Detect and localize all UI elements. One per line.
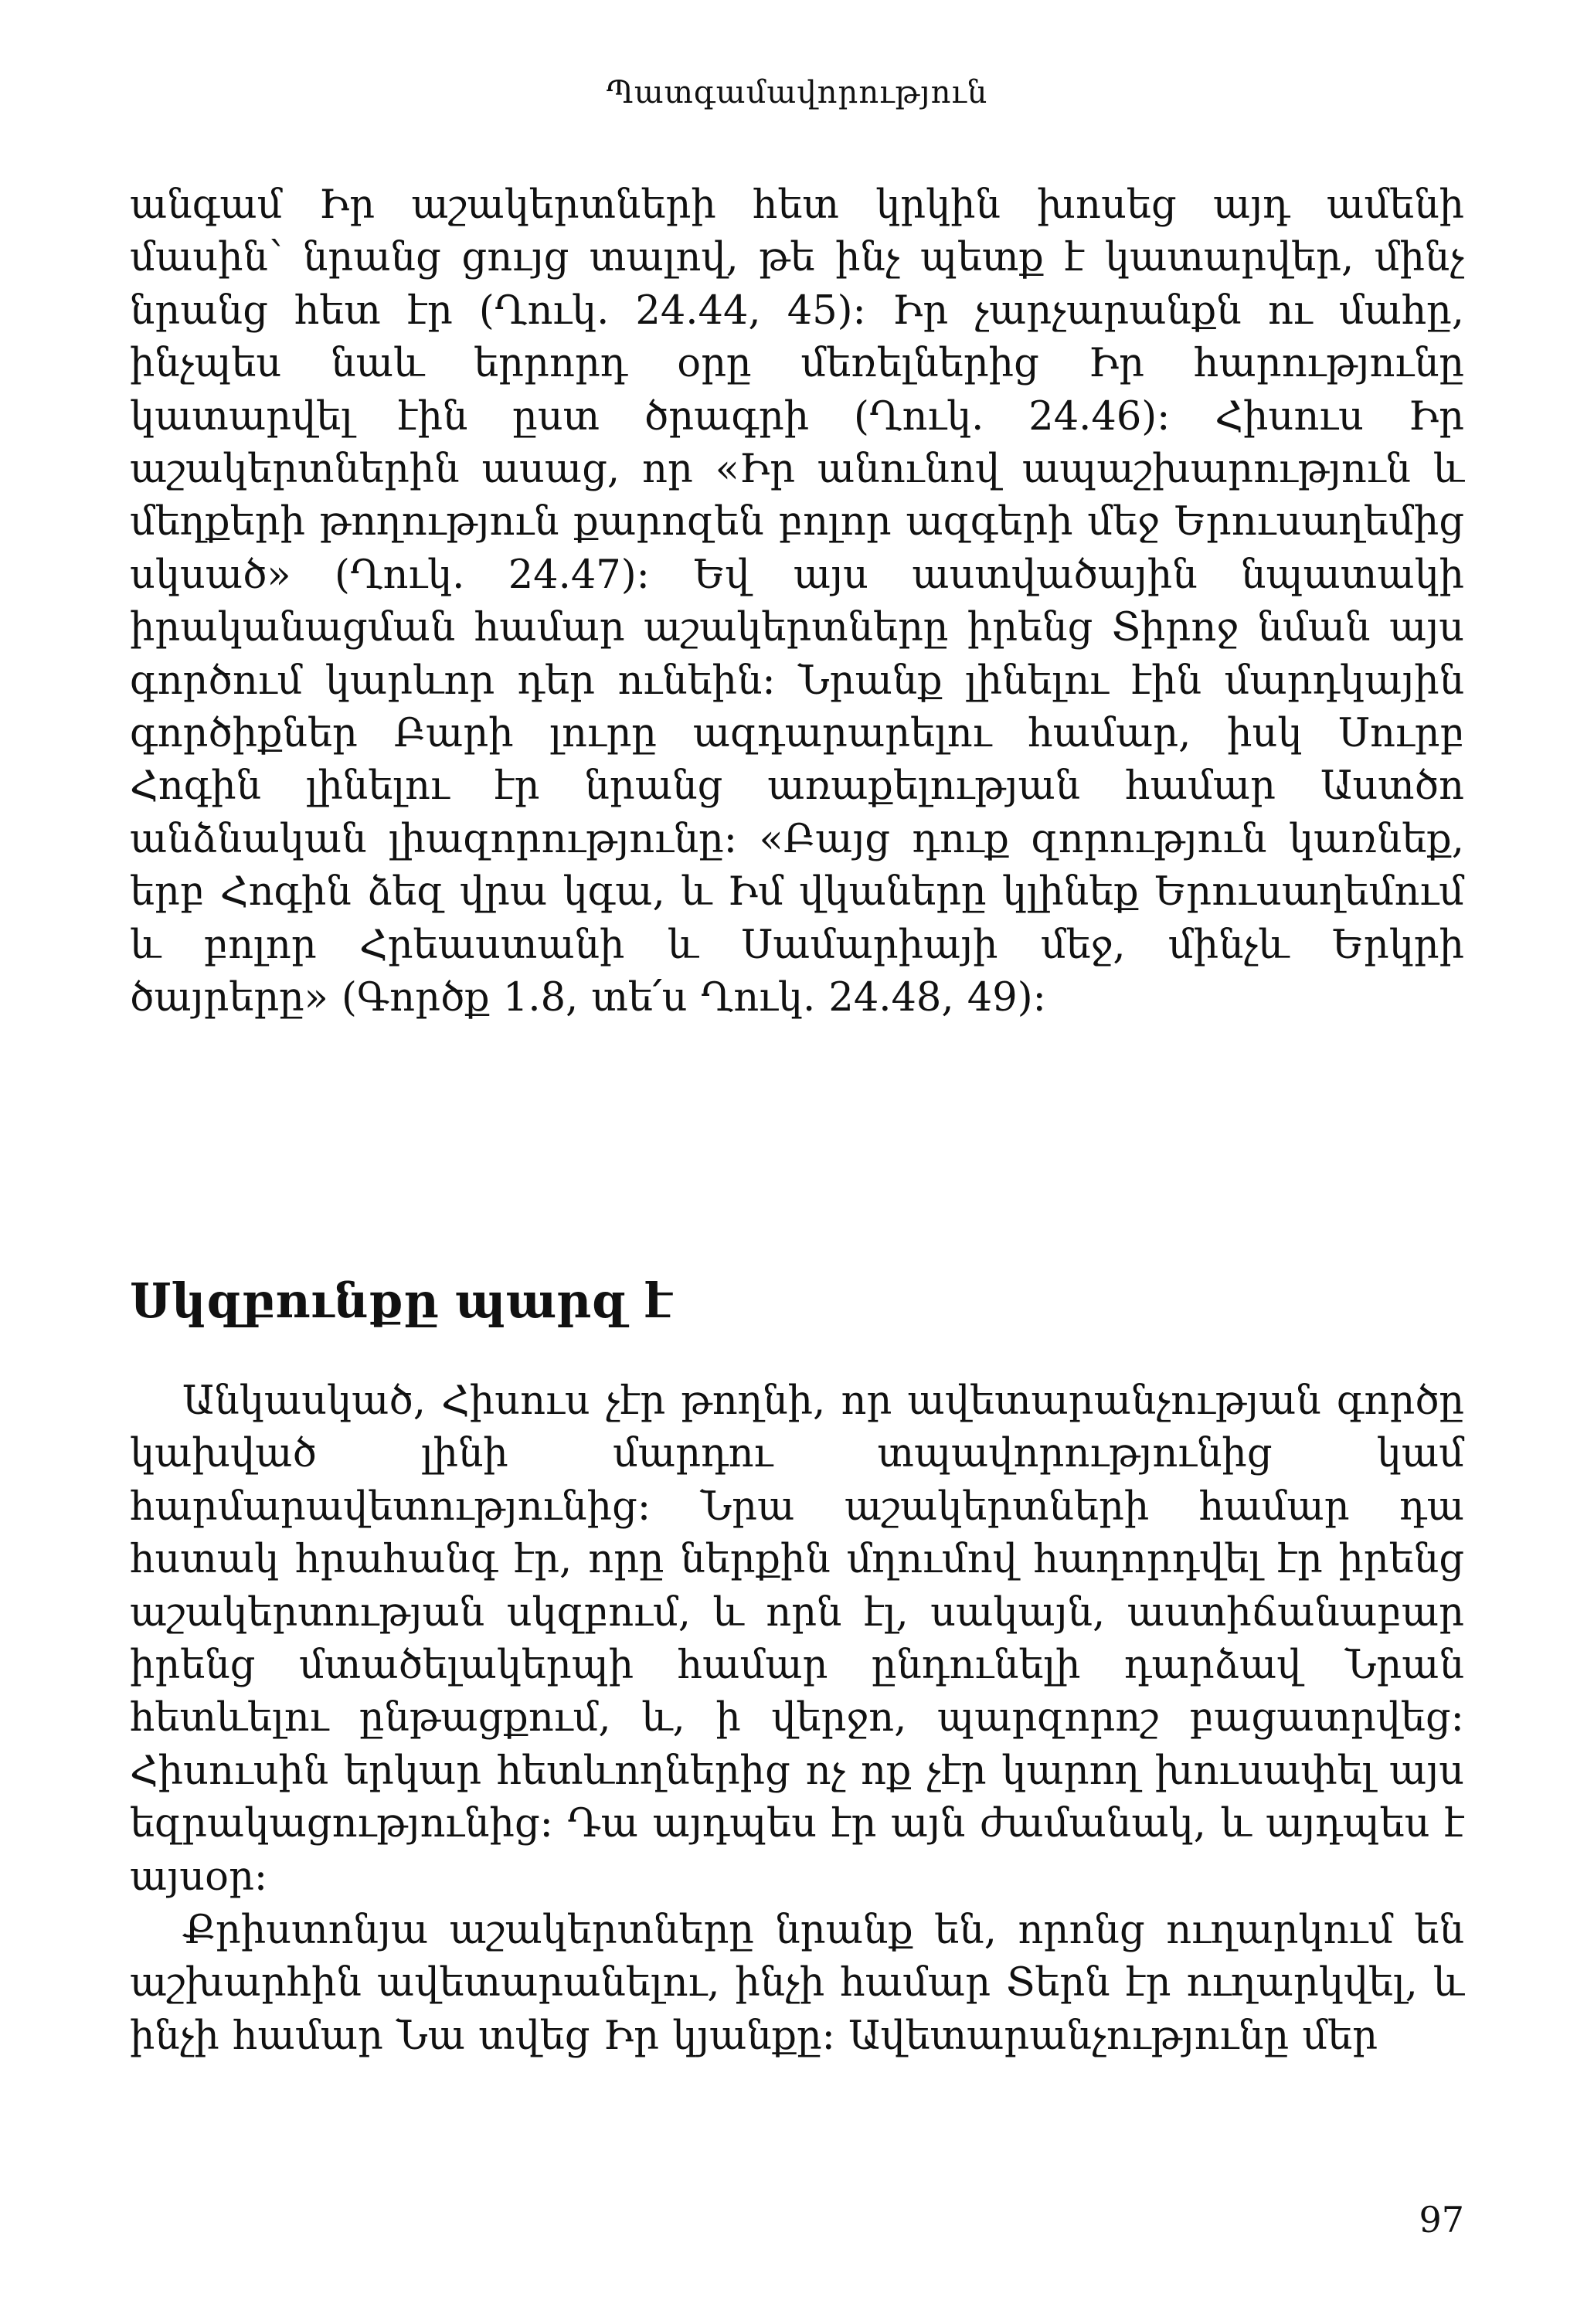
paragraph: անգամ Իր աշակերտների հետ կրկին խոսեց այդ ամենի մասին՝ նրանց ցույց տալով, թե ինչ պետք է կատարվեր, մինչ նրանց հետ էր (Ղուկ. 24.44, 45)։ Իր չարչարանքն ու մահը, ինչպես նաև երրորդ օրը մեռելներից Իր հարությունը կատարվել էին ըստ ծրագրի (Ղուկ. 24.46)։ Հիսուս Իր աշակերտներին ասաց, որ «Իր անունով ապաշխարություն և մեղքերի թողություն քարոզեն բոլոր ազգերի մեջ Երուսաղեմից սկսած» (Ղուկ. 24.47)։ Եվ այս աստվածային նպատակի իրականացման համար աշակերտները իրենց Տիրոջ նման այս գործում կարևոր դեր ունեին։ Նրանք լինելու էին մարդկային գործիքներ Բարի լուրը ազդարարելու համար, իսկ Սուրբ Հոգին լինելու էր նրանց առաքելության համար Աստծո անձնական լիազորությունը։ «Բայց դուք զորություն կառնեք, երբ Հոգին ձեզ վրա կգա, և Իմ վկաները կլինեք Երուսաղեմում և բոլոր Հրեաստանի և Սամարիայի մեջ, մինչև Երկրի ծայրերը» (Գործք 1.8, տե՛ս Ղուկ. 24.48, 49)։: [130, 182, 1464, 1021]
page-number: 97: [1419, 2199, 1464, 2241]
paragraph-block: [130, 179, 1464, 1025]
paragraph-block: [130, 1904, 1464, 2063]
section-heading: Սկզբունքը պարզ է: [130, 1272, 672, 1329]
running-header: Պատգամավորություն: [606, 75, 988, 110]
paragraph: Քրիստոնյա աշակերտները նրանք են, որոնց ուղարկում են աշխարհին ավետարանելու, ինչի համար Տերն էր ուղարկվել, և ինչի համար Նա տվեց Իր կյանքը։ Ավետարանչությունը մեր: [130, 1908, 1464, 2059]
paragraph: Անկասկած, Հիսուս չէր թողնի, որ ավետարանչության գործը կախված լինի մարդու տպավորությունից կամ հարմարավետությունից։ Նրա աշակերտների համար դա հստակ հրահանգ էր, որը ներքին մղումով հաղորդվել էր իրենց աշակերտության սկզբում, և որն էլ, սակայն, աստիճանաբար իրենց մտածելակերպի համար ընդունելի դարձավ Նրան հետևելու ընթացքում, և, ի վերջո, պարզորոշ բացատրվեց։ Հիսուսին երկար հետևողներից ոչ ոք չէր կարող խուսափել այս եզրակացությունից։ Դա այդպես էր այն ժամանակ, և այդպես է այսօր։: [130, 1378, 1464, 1900]
paragraph-block: [130, 1375, 1464, 1904]
